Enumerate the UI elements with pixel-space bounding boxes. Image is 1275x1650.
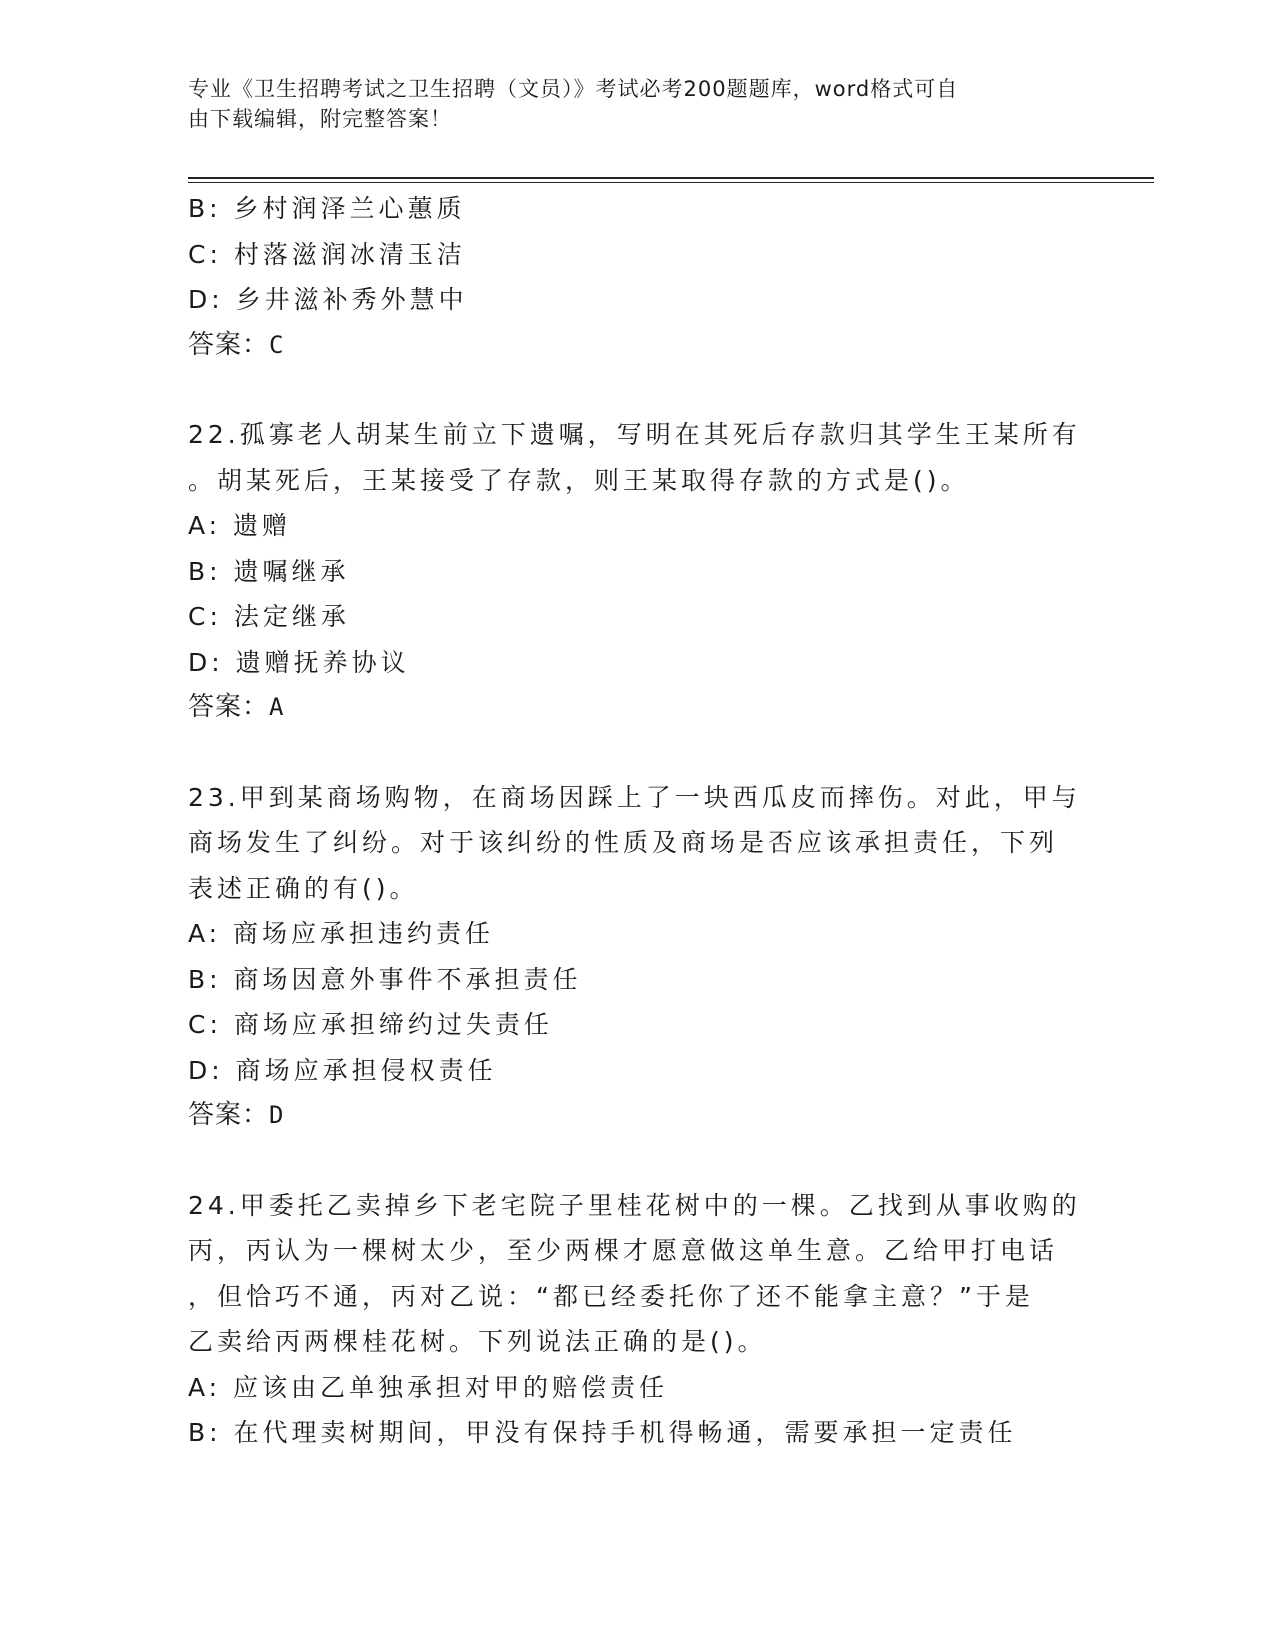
question-text-line: 乙卖给丙两棵桂花树。下列说法正确的是()。 [188, 1327, 767, 1356]
document-header [188, 74, 1068, 134]
question-text [188, 775, 1088, 912]
answer-line [188, 323, 1088, 369]
answer-line [188, 685, 1088, 731]
question-content [188, 186, 1088, 1456]
question-22 [188, 412, 1088, 731]
option-d: D: 遗赠抚养协议 [188, 647, 410, 677]
answer-value: D [269, 1101, 285, 1129]
header-line-2: 由下载编辑，附完整答案！ [188, 107, 452, 131]
spacer [188, 368, 1088, 412]
header-divider-thick [188, 177, 1154, 179]
question-text-line: ，但恰巧不通，丙对乙说：“都已经委托你了还不能拿主意？”于是 [188, 1281, 1034, 1311]
question-text-line: 。胡某死后，王某接受了存款，则王某取得存款的方式是()。 [188, 465, 970, 495]
header-line-1: 专业《卫生招聘考试之卫生招聘（文员）》考试必考200题题库，word格式可自 [188, 77, 959, 101]
question-text-line: 商场发生了纠纷。对于该纠纷的性质及商场是否应该承担责任，下列 [188, 828, 1059, 857]
option-c: C: 村落滋润冰清玉洁 [188, 239, 466, 269]
question-23 [188, 775, 1088, 1139]
answer-line [188, 1093, 1088, 1139]
header-divider-thin [188, 182, 1154, 183]
option-b: B: 在代理卖树期间，甲没有保持手机得畅通，需要承担一定责任 [188, 1418, 1017, 1447]
spacer [188, 1139, 1088, 1183]
option-a: A: 商场应承担违约责任 [188, 919, 495, 948]
option-b: B: 商场因意外事件不承担责任 [188, 964, 582, 994]
option-b: B: 乡村润泽兰心蕙质 [188, 194, 466, 223]
spacer [188, 731, 1088, 775]
question-text-line: 表述正确的有()。 [188, 873, 419, 903]
prev-question-block [188, 186, 1088, 368]
option-d: D: 乡井滋补秀外慧中 [188, 285, 468, 314]
answer-label: 答案： [188, 329, 270, 360]
question-text-line: 22.孤寡老人胡某生前立下遗嘱，写明在其死后存款归其学生王某所有 [188, 420, 1081, 449]
question-text-line: 24.甲委托乙卖掉乡下老宅院子里桂花树中的一棵。乙找到从事收购的 [188, 1190, 1081, 1220]
question-24 [188, 1183, 1088, 1456]
question-text-line: 23.甲到某商场购物，在商场因踩上了一块西瓜皮而摔伤。对此，甲与 [188, 782, 1081, 812]
question-text [188, 412, 1088, 503]
question-text [188, 1183, 1088, 1365]
option-a: A: 遗赠 [188, 511, 292, 540]
answer-label: 答案： [188, 692, 270, 722]
option-c: C: 商场应承担缔约过失责任 [188, 1010, 553, 1039]
option-c: C: 法定继承 [188, 602, 350, 631]
option-b: B: 遗嘱继承 [188, 556, 350, 586]
answer-label: 答案： [188, 1100, 270, 1130]
answer-value: C [269, 330, 285, 359]
answer-value: A [269, 693, 285, 721]
option-d: D: 商场应承担侵权责任 [188, 1055, 497, 1085]
option-a: A: 应该由乙单独承担对甲的赔偿责任 [188, 1372, 669, 1402]
question-text-line: 丙，丙认为一棵树太少，至少两棵才愿意做这单生意。乙给甲打电话 [188, 1236, 1059, 1265]
